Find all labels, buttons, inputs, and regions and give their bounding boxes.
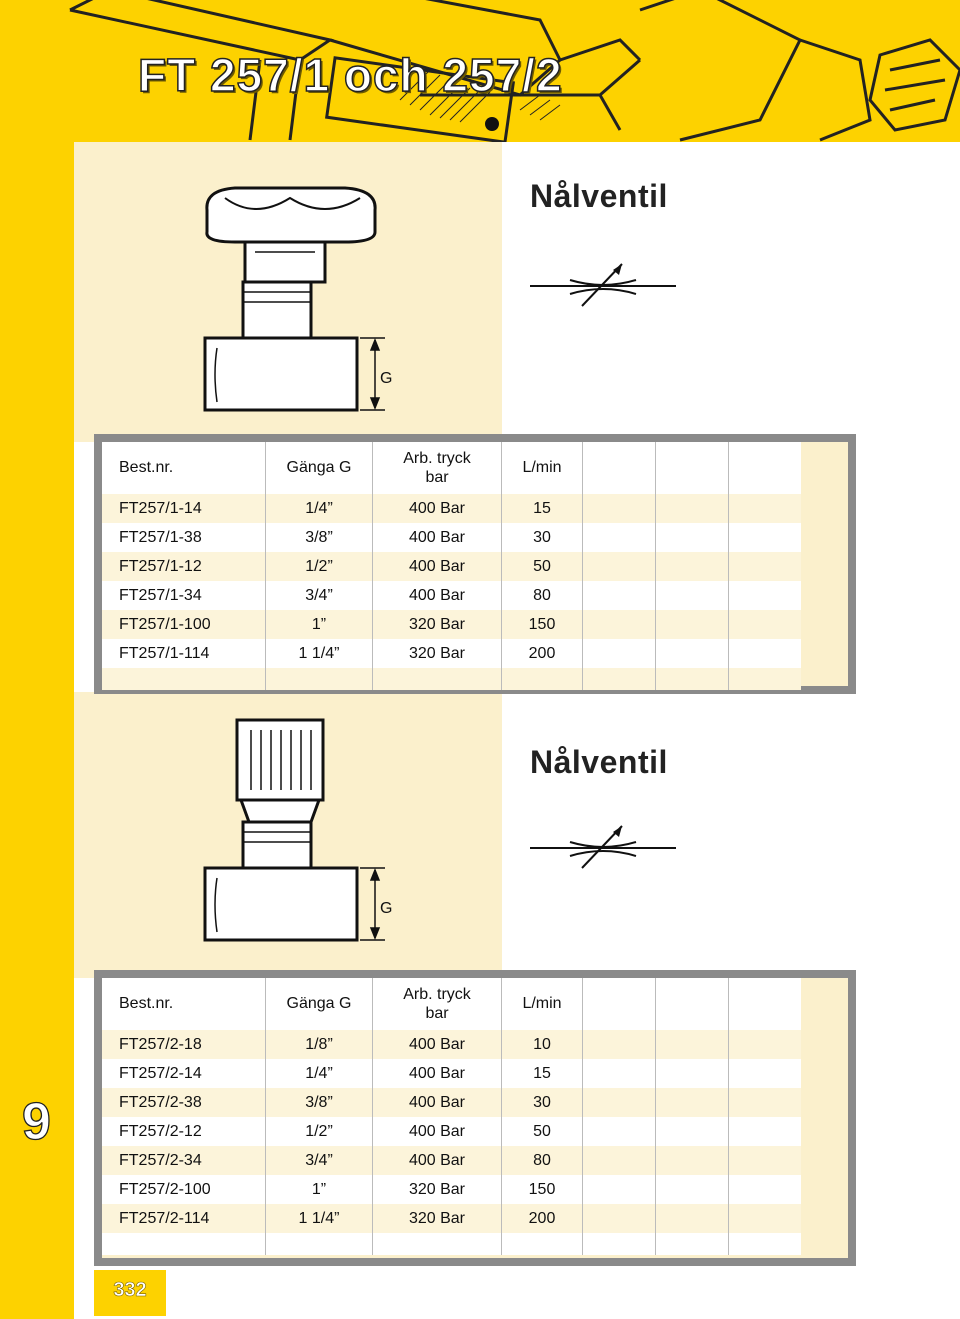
column-header-pressure-line2: bar — [425, 1005, 449, 1022]
cell-flow: 15 — [502, 494, 583, 523]
column-header-code: Best.nr. — [119, 995, 174, 1012]
column-header-pressure — [373, 442, 502, 494]
cell-flow: 10 — [502, 1030, 583, 1059]
cell-code: FT257/1-38 — [119, 528, 202, 546]
chapter-number: 9 — [22, 1093, 51, 1151]
cell-code: FT257/1-100 — [102, 610, 266, 639]
needle-valve-symbol-2 — [530, 822, 680, 872]
column-header-code: Best.nr. — [119, 459, 174, 476]
column-header-thread: Gänga G — [266, 442, 373, 494]
cell-thread: 1” — [266, 1175, 373, 1204]
section-title-2: Nålventil — [530, 744, 668, 780]
cell-flow: 150 — [502, 1175, 583, 1204]
cell-flow: 15 — [502, 1059, 583, 1088]
cell-code: FT257/2-34 — [102, 1146, 266, 1175]
product-table-1 — [102, 442, 801, 690]
cell-pressure: 400 Bar — [373, 1088, 502, 1117]
cell-pressure: 400 Bar — [373, 1059, 502, 1088]
cell-code: FT257/2-38 — [102, 1088, 266, 1117]
cell-thread: 3/8” — [266, 1088, 373, 1117]
table-row — [102, 1059, 801, 1088]
table-row — [102, 610, 801, 639]
cell-code: FT257/1-14 — [102, 494, 266, 523]
dimension-label-g-1: G — [380, 370, 393, 387]
cell-flow: 200 — [502, 1204, 583, 1233]
cell-pressure: 400 Bar — [373, 1146, 502, 1175]
table-row — [102, 639, 801, 668]
table-row — [102, 581, 801, 610]
cell-code: FT257/1-34 — [119, 586, 202, 604]
cell-flow: 50 — [502, 1117, 583, 1146]
cell-thread: 1 1/4” — [266, 639, 373, 668]
cell-flow: 80 — [502, 581, 583, 610]
dimension-label-g-2: G — [380, 900, 393, 917]
cell-code: FT257/2-18 — [102, 1030, 266, 1059]
table-row — [102, 1117, 801, 1146]
table-row — [102, 1175, 801, 1204]
table-header-row — [102, 978, 801, 1030]
table-row — [102, 1204, 801, 1233]
cell-pressure: 400 Bar — [373, 581, 502, 610]
table-row-empty — [102, 1233, 801, 1255]
cell-thread: 1/4” — [266, 494, 373, 523]
cell-thread: 1/2” — [266, 552, 373, 581]
column-header-pressure-line1: Arb. tryck — [403, 450, 471, 467]
cell-pressure: 320 Bar — [373, 1204, 502, 1233]
cell-flow: 30 — [502, 1088, 583, 1117]
cell-code: FT257/2-114 — [102, 1204, 266, 1233]
cell-code: FT257/2-14 — [119, 1064, 202, 1082]
table-header-row — [102, 442, 801, 494]
cell-pressure: 320 Bar — [373, 639, 502, 668]
table-row — [102, 1088, 801, 1117]
cell-pressure: 320 Bar — [373, 610, 502, 639]
cell-pressure: 400 Bar — [373, 1117, 502, 1146]
cell-thread: 1/4” — [266, 1059, 373, 1088]
table-row-empty — [102, 668, 801, 690]
table-row — [102, 1146, 801, 1175]
cell-thread: 1” — [266, 610, 373, 639]
cell-pressure: 400 Bar — [373, 552, 502, 581]
cell-flow: 80 — [502, 1146, 583, 1175]
cell-flow: 30 — [502, 523, 583, 552]
cell-pressure: 400 Bar — [373, 1030, 502, 1059]
cell-flow: 50 — [502, 552, 583, 581]
page-number: 332 — [94, 1270, 166, 1316]
column-header-pressure-line2: bar — [425, 469, 449, 486]
column-header-flow: L/min — [502, 442, 583, 494]
table-row — [102, 552, 801, 581]
cell-code: FT257/2-100 — [119, 1180, 211, 1198]
cell-pressure: 320 Bar — [373, 1175, 502, 1204]
table-row — [102, 494, 801, 523]
cell-thread: 3/8” — [266, 523, 373, 552]
table-row — [102, 1030, 801, 1059]
cell-flow: 150 — [502, 610, 583, 639]
cell-pressure: 400 Bar — [373, 523, 502, 552]
section-title-1: Nålventil — [530, 178, 668, 214]
page-title: FT 257/1 och 257/2 — [138, 49, 563, 101]
needle-valve-symbol-1 — [530, 260, 680, 310]
cell-code: FT257/2-12 — [119, 1122, 202, 1140]
cell-flow: 200 — [502, 639, 583, 668]
column-header-thread: Gänga G — [266, 978, 373, 1030]
table-row — [102, 523, 801, 552]
column-header-flow: L/min — [502, 978, 583, 1030]
cell-code: FT257/1-12 — [102, 552, 266, 581]
cell-thread: 1/2” — [266, 1117, 373, 1146]
cell-thread: 1/8” — [266, 1030, 373, 1059]
cell-code: FT257/1-114 — [119, 644, 210, 662]
product-table-2 — [102, 978, 801, 1255]
column-header-pressure-line1: Arb. tryck — [403, 986, 471, 1003]
cell-thread: 3/4” — [266, 581, 373, 610]
cell-pressure: 400 Bar — [373, 494, 502, 523]
column-header-pressure — [373, 978, 502, 1030]
cell-thread: 3/4” — [266, 1146, 373, 1175]
cell-thread: 1 1/4” — [266, 1204, 373, 1233]
